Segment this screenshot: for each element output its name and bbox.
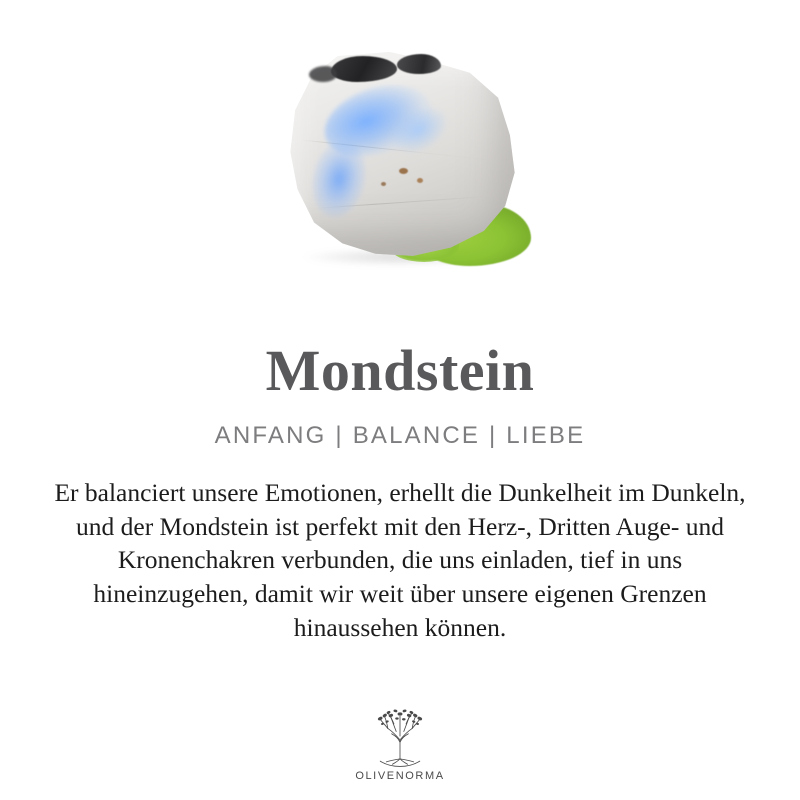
product-description: Er balanciert unsere Emotionen, erhellt die Dunkelheit im Dunkeln, und der Mondstein ist perfekt mit den Herz-, Dritten Auge- und Kronenchakren verbunden, die uns einladen, tief in uns hineinzugehen, damit wir weit über unsere eigenen Grenzen hinaussehen können. [54, 478, 746, 642]
rust-speck [381, 182, 386, 186]
product-attributes: ANFANG | BALANCE | LIEBE [214, 422, 586, 449]
crystal-body [281, 52, 517, 260]
dark-inclusion [397, 54, 441, 74]
stone-image [0, 0, 800, 320]
brand-logo [0, 698, 800, 782]
dark-inclusion [309, 66, 337, 82]
brand-name: OLIVENORMA [355, 770, 445, 782]
tree-of-life-icon [361, 698, 439, 768]
rust-speck [399, 168, 408, 174]
moonstone-graphic [269, 52, 531, 272]
rust-speck [417, 178, 423, 183]
page-title: Mondstein [265, 338, 535, 403]
